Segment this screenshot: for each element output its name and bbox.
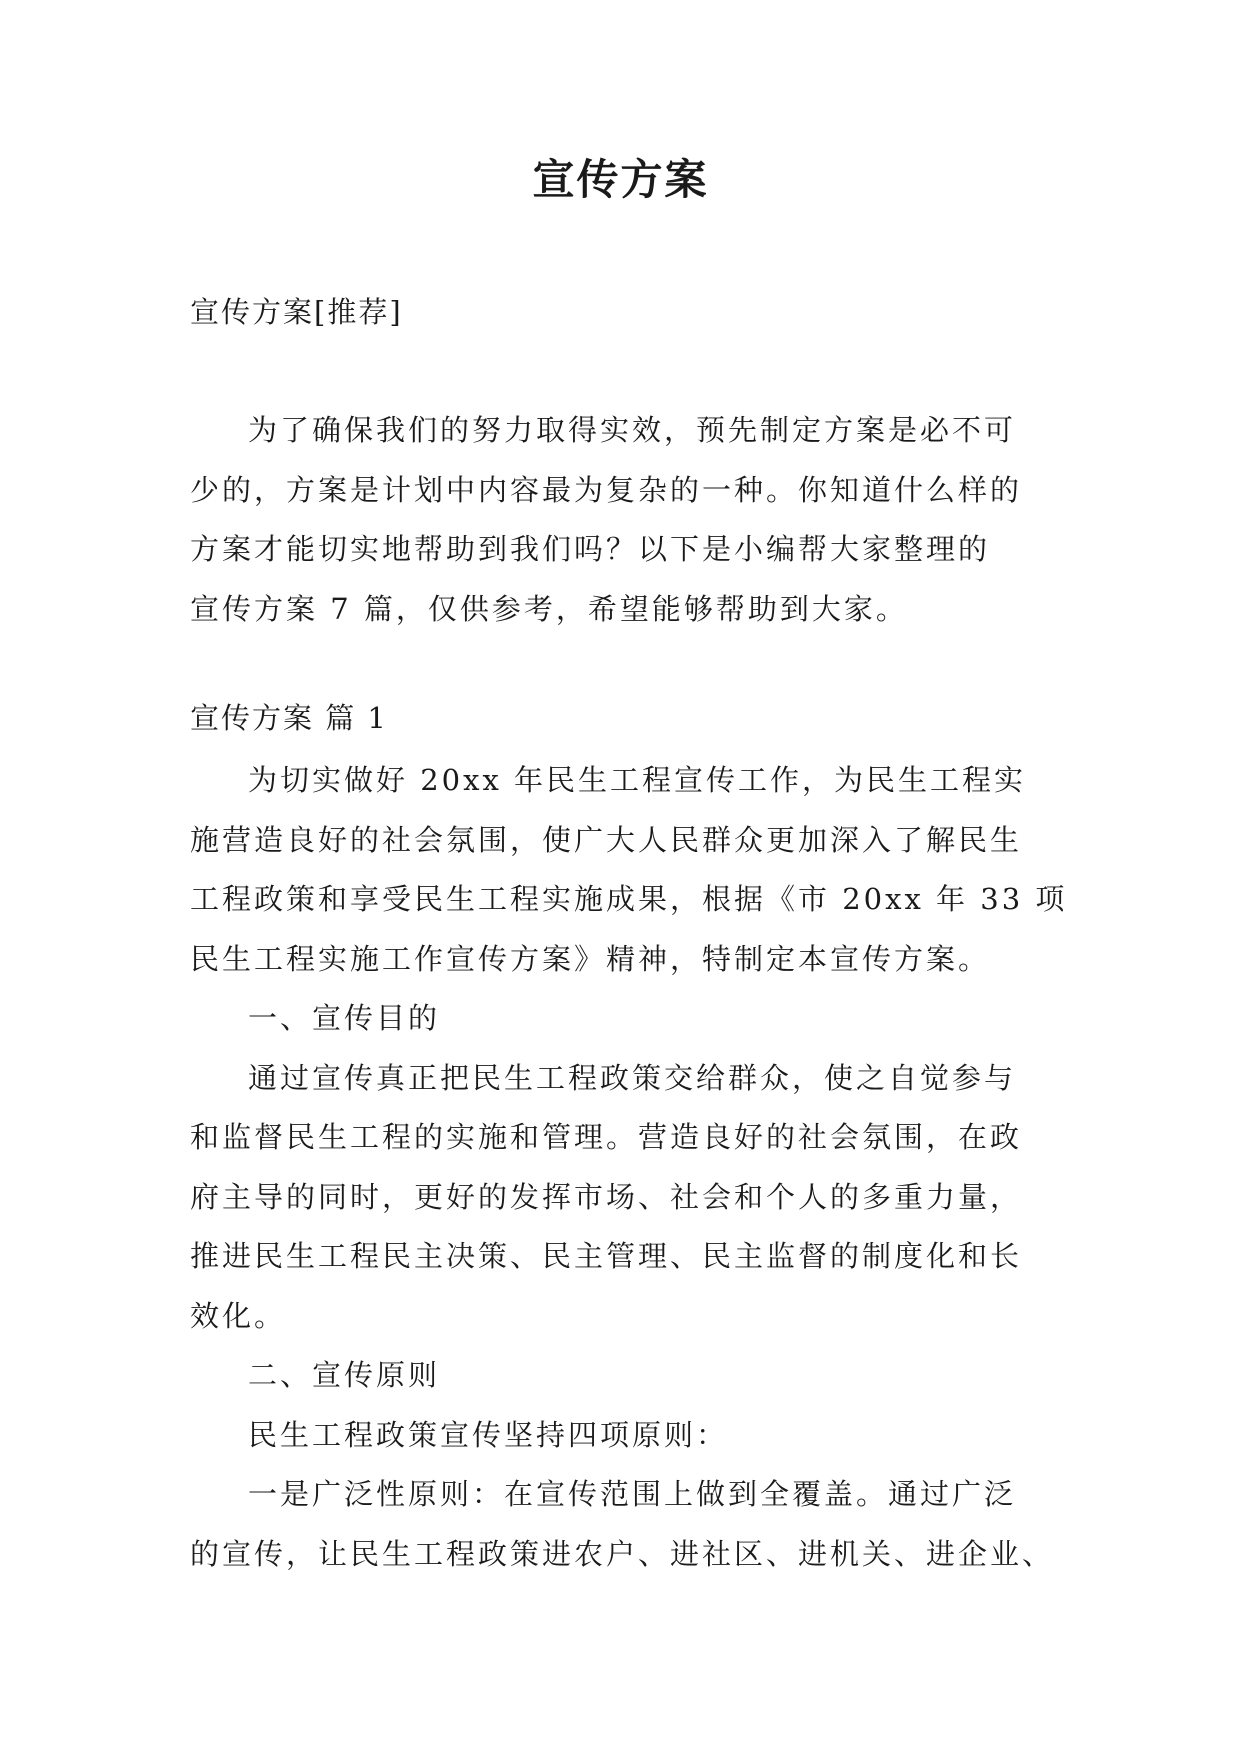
- body-line: 工程政策和享受民生工程实施成果，根据《市 20xx 年 33 项: [190, 882, 1068, 916]
- document-subtitle: 宣传方案[推荐]: [190, 295, 403, 329]
- body-line: 的宣传，让民生工程政策进农户、进社区、进机关、进企业、: [190, 1536, 1055, 1571]
- body-line: 效化。: [190, 1298, 287, 1333]
- document-title: 宣传方案: [532, 155, 709, 204]
- intro-line: 为了确保我们的努力取得实效，预先制定方案是必不可: [248, 413, 1017, 447]
- body-line: 民生工程实施工作宣传方案》精神，特制定本宣传方案。: [190, 941, 991, 976]
- intro-line: 方案才能切实地帮助到我们吗？以下是小编帮大家整理的: [190, 532, 991, 566]
- subsection-heading: 二、宣传原则: [248, 1358, 441, 1392]
- body-line: 和监督民生工程的实施和管理。营造良好的社会氛围，在政: [190, 1120, 1023, 1154]
- body-line: 通过宣传真正把民生工程政策交给群众，使之自觉参与: [248, 1060, 1017, 1095]
- intro-paragraph: [190, 401, 1060, 639]
- body-line: 一是广泛性原则：在宣传范围上做到全覆盖。通过广泛: [248, 1477, 1017, 1511]
- body-line: 府主导的同时，更好的发挥市场、社会和个人的多重力量，: [190, 1179, 1023, 1214]
- body-line: 推进民生工程民主决策、民主管理、民主监督的制度化和长: [190, 1239, 1023, 1273]
- body-line: 施营造良好的社会氛围，使广大人民群众更加深入了解民生: [190, 822, 1023, 857]
- intro-line: 宣传方案 7 篇，仅供参考，希望能够帮助到大家。: [190, 591, 908, 626]
- body-line: 民生工程政策宣传坚持四项原则：: [248, 1417, 729, 1452]
- section-heading: 宣传方案 篇 1: [190, 701, 388, 735]
- body-line: 为切实做好 20xx 年民生工程宣传工作，为民生工程实: [248, 763, 1027, 797]
- intro-line: 少的，方案是计划中内容最为复杂的一种。你知道什么样的: [190, 472, 1023, 507]
- section-body: [190, 751, 1068, 1584]
- subsection-heading: 一、宣传目的: [248, 1001, 441, 1035]
